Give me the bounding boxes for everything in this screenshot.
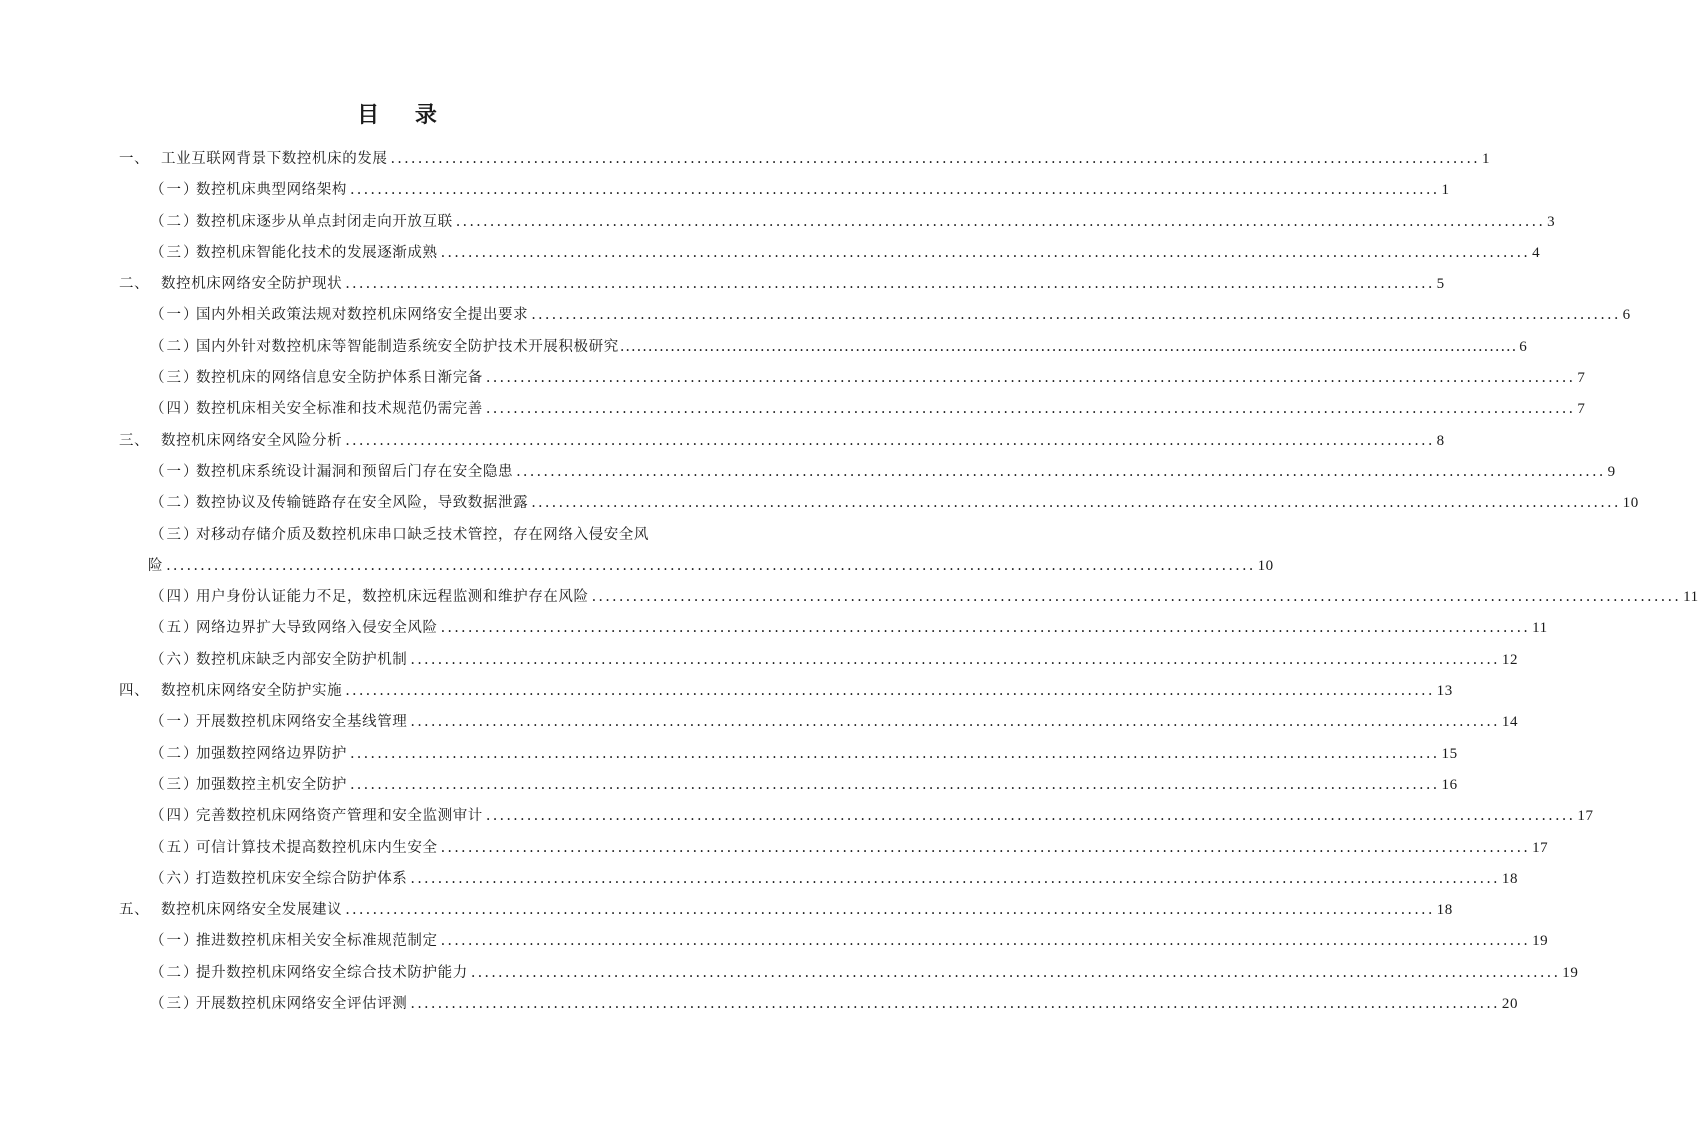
- toc-entry-number: 三、: [119, 432, 150, 449]
- toc-dot-leader: ................................................................................................................................................................: [470, 964, 1561, 981]
- toc-entry-number: （四）: [150, 401, 200, 418]
- toc-entry-title: 国内外针对数控机床等智能制造系统安全防护技术开展积极研究: [196, 338, 619, 355]
- toc-entry-title: 数控机床网络安全防护现状: [161, 276, 343, 293]
- toc-entry-page-number: 1: [1481, 151, 1491, 167]
- toc-dot-leader: ................................................................................................................................................................: [410, 714, 1500, 731]
- toc-dot-leader: ................................................................................................................................................................: [166, 557, 1256, 574]
- toc-dot-leader: ................................................................................................................................................................: [345, 902, 1435, 919]
- toc-entry-number: （一）: [150, 463, 200, 480]
- toc-entry-number: （二）: [150, 745, 200, 762]
- toc-entry-page-number: 15: [1441, 745, 1458, 762]
- toc-entry-page-number: 17: [1532, 839, 1549, 856]
- toc-entry-title: 加强数控主机安全防护: [196, 776, 347, 793]
- toc-entry-page-number: 11: [1532, 620, 1548, 637]
- toc-dot-leader: ................................................................................................................................................................: [345, 276, 1435, 293]
- toc-entry-chapter-1[interactable]: [0, 140, 1491, 171]
- toc-entry-title: 推进数控机床相关安全标准规范制定: [196, 933, 438, 950]
- toc-entry-title: 对移动存储介质及数控机床串口缺乏技术管控，存在网络入侵安全风: [196, 526, 649, 543]
- toc-entry-page-number: 1: [1441, 182, 1450, 199]
- toc-entry-section-2-2[interactable]: [0, 328, 1528, 359]
- toc-dot-leader: ................................................................................................................................................................: [440, 244, 1531, 261]
- toc-entry-number: （二）: [150, 338, 200, 355]
- toc-title: 目 录: [357, 103, 451, 128]
- toc-entry-title: 数控机床相关安全标准和技术规范仍需完善: [196, 401, 483, 418]
- toc-entry-number: （六）: [150, 870, 200, 887]
- toc-entry-number: （三）: [150, 526, 200, 543]
- toc-dot-leader: ................................................................................................................................................................: [591, 589, 1682, 606]
- toc-entry-title: 数控机床网络安全防护实施: [161, 683, 343, 700]
- toc-entry-page-number: 17: [1577, 808, 1594, 825]
- toc-dot-leader: ................................................................................................................................................................: [485, 808, 1576, 825]
- toc-entry-number: （五）: [150, 839, 200, 856]
- toc-entry-section-3-2[interactable]: [0, 484, 1639, 515]
- toc-dot-leader: ................................................................................................................................................................: [516, 463, 1606, 480]
- toc-dot-leader: ................................................................................................................................................................: [440, 620, 1531, 637]
- toc-entry-section-3-3-continuation[interactable]: [0, 547, 1274, 578]
- toc-entry-page-number: 7: [1577, 401, 1586, 418]
- toc-entry-number: （三）: [150, 996, 200, 1013]
- toc-dot-leader: ................................................................................................................................................................: [485, 401, 1576, 418]
- toc-entry-section-4-3[interactable]: [0, 766, 1458, 797]
- toc-entry-title: 数控机床系统设计漏洞和预留后门存在安全隐患: [196, 463, 514, 480]
- toc-entry-section-2-3[interactable]: [0, 359, 1586, 390]
- toc-dot-leader: ................................................................................................................................................................: [350, 776, 1440, 793]
- toc-entry-page-number: 6: [1622, 307, 1631, 324]
- toc-entry-title: 数控机床网络安全发展建议: [161, 902, 343, 919]
- toc-dot-leader: ................................................................................................................................................................: [531, 307, 1621, 324]
- toc-entry-title: 用户身份认证能力不足，数控机床远程监测和维护存在风险: [196, 589, 589, 606]
- toc-entry-page-number: 13: [1436, 683, 1453, 700]
- toc-entry-page-number: 4: [1532, 244, 1541, 261]
- toc-entry-section-3-5[interactable]: [0, 609, 1548, 640]
- toc-entry-section-3-1[interactable]: [0, 453, 1616, 484]
- toc-dot-leader: ................................................................................................................................................................: [440, 933, 1531, 950]
- toc-entry-section-2-1[interactable]: [0, 296, 1631, 327]
- toc-entry-number: （二）: [150, 495, 200, 512]
- toc-entry-page-number: 10: [1622, 495, 1639, 512]
- toc-entry-section-5-1[interactable]: [0, 922, 1549, 953]
- toc-dot-leader: ................................................................................................................................................................: [350, 182, 1440, 199]
- toc-entry-number: （三）: [150, 370, 200, 387]
- toc-entry-section-2-4[interactable]: [0, 390, 1586, 421]
- toc-entry-title: 数控机床智能化技术的发展逐渐成熟: [196, 244, 438, 261]
- toc-entry-number: （三）: [150, 244, 200, 261]
- toc-entry-section-5-3[interactable]: [0, 985, 1519, 1016]
- toc-entry-title: 数控机床网络安全风险分析: [161, 432, 343, 449]
- toc-entry-title: 加强数控网络边界防护: [196, 745, 347, 762]
- toc-entry-section-4-2[interactable]: [0, 735, 1458, 766]
- toc-entry-page-number: 19: [1562, 964, 1579, 981]
- toc-entry-title: 数控机床缺乏内部安全防护机制: [196, 651, 408, 668]
- toc-entry-page-number: 11: [1683, 589, 1699, 606]
- toc-entry-number: （一）: [150, 182, 200, 199]
- toc-entry-title: 完善数控机床网络资产管理和安全监测审计: [196, 808, 483, 825]
- toc-dot-leader: ................................................................................................................................................................: [345, 683, 1435, 700]
- toc-entry-section-4-5[interactable]: [0, 829, 1549, 860]
- toc-dot-leader: ................................................................................................................................................................: [345, 432, 1435, 449]
- toc-entry-number: （一）: [150, 307, 200, 324]
- toc-entry-section-4-4[interactable]: [0, 797, 1594, 828]
- toc-dot-leader: ................................................................................................................................................................: [390, 151, 1480, 167]
- toc-entry-title: 数控协议及传输链路存在安全风险，导致数据泄露: [196, 495, 529, 512]
- toc-entry-section-3-4[interactable]: [0, 578, 1699, 609]
- toc-entry-title: 网络边界扩大导致网络入侵安全风险: [196, 620, 438, 637]
- toc-entry-section-1-1[interactable]: [0, 171, 1450, 202]
- toc-entry-chapter-5[interactable]: [0, 891, 1453, 922]
- toc-entry-chapter-3[interactable]: [0, 422, 1445, 453]
- toc-entry-page-number: 16: [1441, 776, 1458, 793]
- toc-entry-title: 开展数控机床网络安全基线管理: [196, 714, 408, 731]
- toc-entry-page-number: 6: [1519, 338, 1528, 355]
- toc-entry-title: 开展数控机床网络安全评估评测: [196, 996, 408, 1013]
- toc-dot-leader: ................................................................................................................................................................: [440, 839, 1531, 856]
- toc-entry-title: 工业互联网背景下数控机床的发展: [161, 151, 388, 167]
- toc-entry-number: （六）: [150, 651, 200, 668]
- toc-entry-page-number: 12: [1501, 651, 1519, 668]
- toc-entry-chapter-2[interactable]: [0, 265, 1445, 296]
- toc-entry-title: 国内外相关政策法规对数控机床网络安全提出要求: [196, 307, 529, 324]
- table-of-contents: [0, 140, 1699, 1016]
- toc-entry-page-number: 18: [1436, 902, 1453, 919]
- toc-dot-leader: ................................................................................................................................................................: [410, 996, 1500, 1013]
- toc-dot-leader: ................................................................................................................................................................: [619, 338, 1518, 355]
- toc-entry-page-number: 7: [1577, 370, 1586, 387]
- toc-entry-title: 数控机床逐步从单点封闭走向开放互联: [196, 213, 453, 230]
- toc-dot-leader: ................................................................................................................................................................: [485, 370, 1576, 387]
- toc-entry-section-4-1[interactable]: [0, 703, 1519, 734]
- toc-entry-number: 四、: [119, 683, 150, 700]
- toc-entry-chapter-4[interactable]: [0, 672, 1453, 703]
- toc-dot-leader: ................................................................................................................................................................: [410, 870, 1500, 887]
- toc-entry-title: 数控机床典型网络架构: [196, 182, 347, 199]
- toc-entry-section-3-6[interactable]: [0, 641, 1519, 672]
- toc-entry-number: （一）: [150, 714, 200, 731]
- toc-dot-leader: ................................................................................................................................................................: [350, 745, 1440, 762]
- toc-entry-title: 可信计算技术提高数控机床内生安全: [196, 839, 438, 856]
- toc-entry-number: （五）: [150, 620, 200, 637]
- toc-entry-section-3-3[interactable]: [0, 516, 794, 547]
- toc-entry-title: 数控机床的网络信息安全防护体系日渐完备: [196, 370, 483, 387]
- toc-entry-page-number: 10: [1257, 557, 1274, 574]
- toc-entry-number: （四）: [150, 589, 200, 606]
- toc-entry-page-number: 18: [1501, 870, 1519, 887]
- toc-entry-page-number: 9: [1607, 463, 1616, 480]
- toc-entry-page-number: 3: [1547, 213, 1556, 230]
- toc-dot-leader: ................................................................................................................................................................: [531, 495, 1621, 512]
- toc-entry-page-number: 20: [1501, 996, 1519, 1013]
- toc-entry-number: 二、: [119, 276, 150, 293]
- toc-entry-section-1-2[interactable]: [0, 203, 1556, 234]
- toc-entry-title: 打造数控机床安全综合防护体系: [196, 870, 408, 887]
- toc-entry-page-number: 19: [1532, 933, 1549, 950]
- toc-dot-leader: ................................................................................................................................................................: [455, 213, 1546, 230]
- toc-entry-number: （二）: [150, 964, 200, 981]
- toc-entry-number: （四）: [150, 808, 200, 825]
- toc-entry-number: （二）: [150, 213, 200, 230]
- toc-entry-number: （一）: [150, 933, 200, 950]
- toc-entry-title: 提升数控机床网络安全综合技术防护能力: [196, 964, 468, 981]
- toc-entry-page-number: 14: [1501, 714, 1519, 731]
- toc-entry-page-number: 8: [1436, 432, 1445, 449]
- toc-entry-title-continuation: 险: [148, 557, 164, 574]
- toc-entry-section-5-2[interactable]: [0, 954, 1579, 985]
- toc-entry-section-1-3[interactable]: [0, 234, 1541, 265]
- toc-dot-leader: ................................................................................................................................................................: [410, 651, 1500, 668]
- toc-entry-page-number: 5: [1436, 276, 1445, 293]
- toc-entry-number: 五、: [119, 902, 150, 919]
- toc-entry-section-4-6[interactable]: [0, 860, 1519, 891]
- toc-entry-number: （三）: [150, 776, 200, 793]
- toc-entry-number: 一、: [119, 151, 150, 167]
